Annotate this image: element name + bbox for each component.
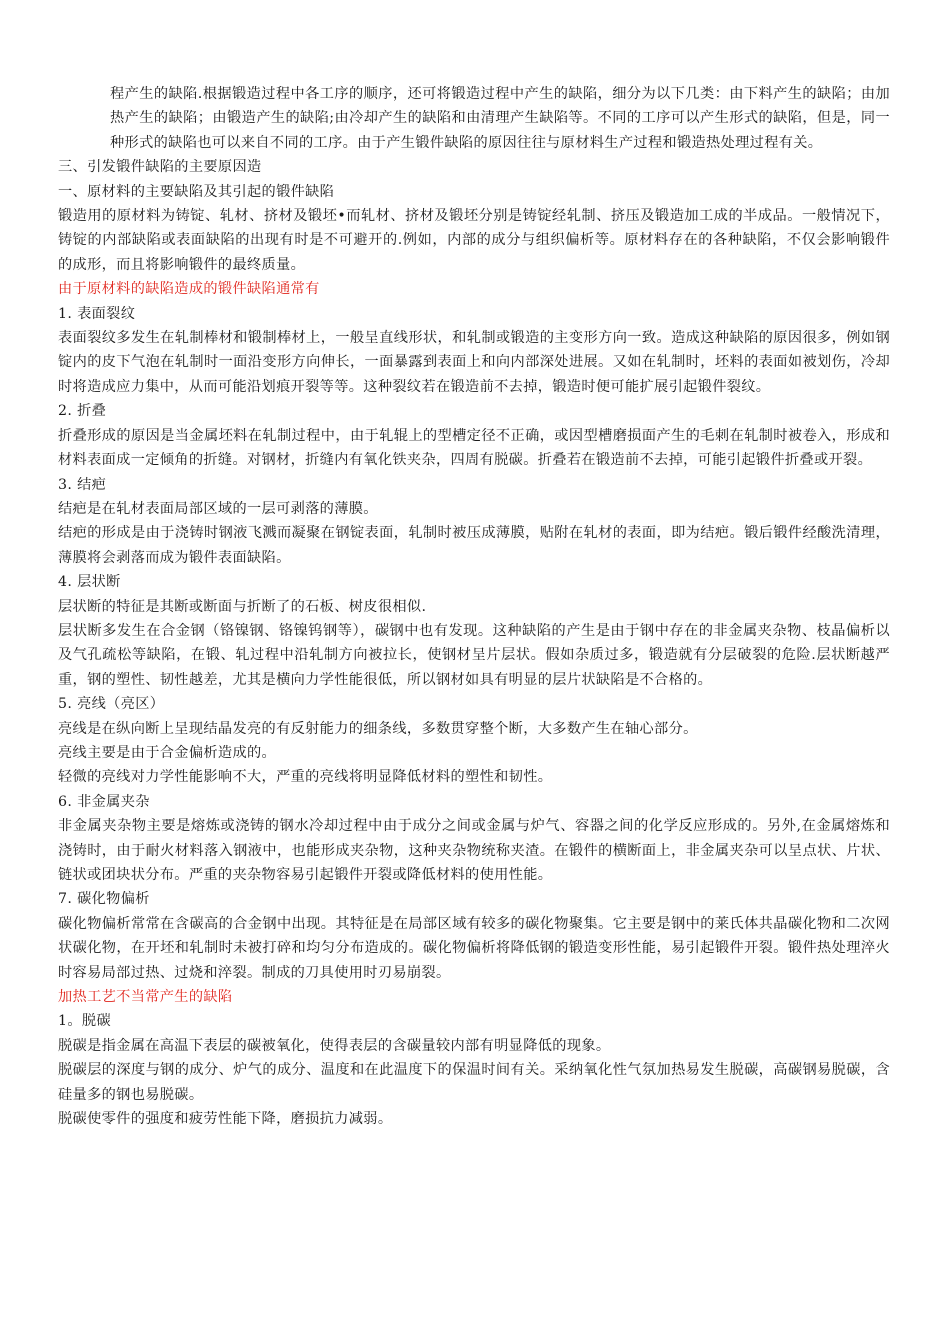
- defect-4-paragraph-a: 层状断的特征是其断或断面与折断了的石板、树皮很相似.: [58, 598, 427, 615]
- defect-2-paragraph: 折叠形成的原因是当金属坯料在轧制过程中，由于轧辊上的型槽定径不正确，或因型槽磨损面产生的毛刺在轧制时被卷入，形成和材料表面成一定倾角的折缝。对钢材，折缝内有氧化铁夹杂，四周有脱碳。折叠若在锻造前不去掉，可能引起锻件折叠或开裂。: [58, 427, 890, 469]
- defect-3-title: 3. 结疤: [58, 476, 107, 493]
- subsection-one-heading: 一、原材料的主要缺陷及其引起的锻件缺陷: [58, 183, 335, 200]
- section-three-heading: 三、引发锻件缺陷的主要原因造: [58, 159, 262, 176]
- red-heading-heating-defects: 加热工艺不当常产生的缺陷: [58, 989, 233, 1006]
- defect-1-title: 1. 表面裂纹: [58, 305, 136, 322]
- defect-3-paragraph-b: 结疤的形成是由于浇铸时钢液飞溅而凝聚在钢锭表面，轧制时被压成薄膜，贴附在轧材的表面，即为结疤。锻后锻件经酸洗清理，薄膜将会剥落而成为锻件表面缺陷。: [58, 525, 890, 566]
- heating-1-paragraph-c: 脱碳使零件的强度和疲劳性能下降，磨损抗力减弱。: [58, 1111, 393, 1128]
- defect-5-paragraph-a: 亮线是在纵向断上呈现结晶发亮的有反射能力的细条线，多数贯穿整个断，大多数产生在轴心部分。: [58, 720, 698, 737]
- defect-6-title: 6. 非金属夹杂: [58, 793, 150, 810]
- heating-1-paragraph-b: 脱碳层的深度与钢的成分、炉气的成分、温度和在此温度下的保温时间有关。采纳氧化性气氛加热易发生脱碳，高碳钢易脱碳，含硅量多的钢也易脱碳。: [58, 1062, 890, 1103]
- defect-7-title: 7. 碳化物偏析: [58, 891, 150, 908]
- defect-4-paragraph-b: 层状断多发生在合金钢（铬镍钢、铬镍钨钢等），碳钢中也有发现。这种缺陷的产生是由于钢中存在的非金属夹杂物、枝晶偏析以及气孔疏松等缺陷，在锻、轧过程中沿轧制方向被拉长，使钢材呈片层状。假如杂质过多，锻造就有分层破裂的危险.层状断越严重，钢的塑性、韧性越差，尤其是横向力学性能很低，所以钢材如具有明显的层片状缺陷是不合格的。: [58, 622, 890, 688]
- raw-material-intro-paragraph: 锻造用的原材料为铸锭、轧材、挤材及锻坯•而轧材、挤材及锻坯分别是铸锭经轧制、挤压及锻造加工成的半成品。一般情况下，铸锭的内部缺陷或表面缺陷的出现有时是不可避开的.例如，内部的成分与组织偏析等。原材料存在的各种缺陷，不仅会影响锻件的成形，而且将影响锻件的最终质量。: [58, 208, 890, 273]
- defect-7-paragraph: 碳化物偏析常常在含碳高的合金钢中出现。其特征是在局部区域有较多的碳化物聚集。它主要是钢中的莱氏体共晶碳化物和二次网状碳化物，在开坯和轧制时未被打碎和均匀分布造成的。碳化物偏析将降低钢的锻造变形性能，易引起锻件开裂。锻件热处理淬火时容易局部过热、过烧和淬裂。制成的刀具使用时刃易崩裂。: [58, 915, 890, 981]
- defect-3-paragraph-a: 结疤是在轧材表面局部区域的一层可剥落的薄膜。: [58, 500, 378, 517]
- defect-1-paragraph: 表面裂纹多发生在轧制棒材和锻制棒材上，一般呈直线形状，和轧制或锻造的主变形方向一致。造成这种缺陷的原因很多，例如钢锭内的皮下气泡在轧制时一面沿变形方向伸长，一面暴露到表面上和向内部深处进展。又如在轧制时，坯料的表面如被划伤，冷却时将造成应力集中，从而可能沿划痕开裂等等。这种裂纹若在锻造前不去掉，锻造时便可能扩展引起锻件裂纹。: [58, 330, 890, 395]
- red-heading-raw-material-defects: 由于原材料的缺陷造成的锻件缺陷通常有: [58, 281, 320, 298]
- heating-1-paragraph-a: 脱碳是指金属在高温下表层的碳被氧化，使得表层的含碳量较内部有明显降低的现象。: [58, 1037, 611, 1054]
- intro-paragraph: 程产生的缺陷.根据锻造过程中各工序的顺序，还可将锻造过程中产生的缺陷，细分为以下几类：由下料产生的缺陷；由加热产生的缺陷；由锻造产生的缺陷;由冷却产生的缺陷和由清理产生缺陷等。不同的工序可以产生形式的缺陷，但是，同一种形式的缺陷也可以来自不同的工序。由于产生锻件缺陷的原因往往与原材料生产过程和锻造热处理过程有关。: [110, 86, 890, 151]
- defect-5-paragraph-b: 亮线主要是由于合金偏析造成的。: [58, 744, 277, 761]
- defect-5-title: 5. 亮线（亮区）: [58, 696, 165, 713]
- heating-1-title: 1。脱碳: [58, 1013, 111, 1030]
- defect-2-title: 2. 折叠: [58, 403, 107, 420]
- defect-5-paragraph-c: 轻微的亮线对力学性能影响不大，严重的亮线将明显降低材料的塑性和韧性。: [58, 769, 553, 786]
- defect-4-title: 4. 层状断: [58, 574, 121, 591]
- defect-6-paragraph: 非金属夹杂物主要是熔炼或浇铸的钢水冷却过程中由于成分之间或金属与炉气、容器之间的化学反应形成的。另外,在金属熔炼和浇铸时，由于耐火材料落入钢液中，也能形成夹杂物，这种夹杂物统称夹渣。在锻件的横断面上，非金属夹杂可以呈点状、片状、链状或团块状分布。严重的夹杂物容易引起锻件开裂或降低材料的使用性能。: [58, 818, 890, 883]
- document-page: [58, 82, 890, 1131]
